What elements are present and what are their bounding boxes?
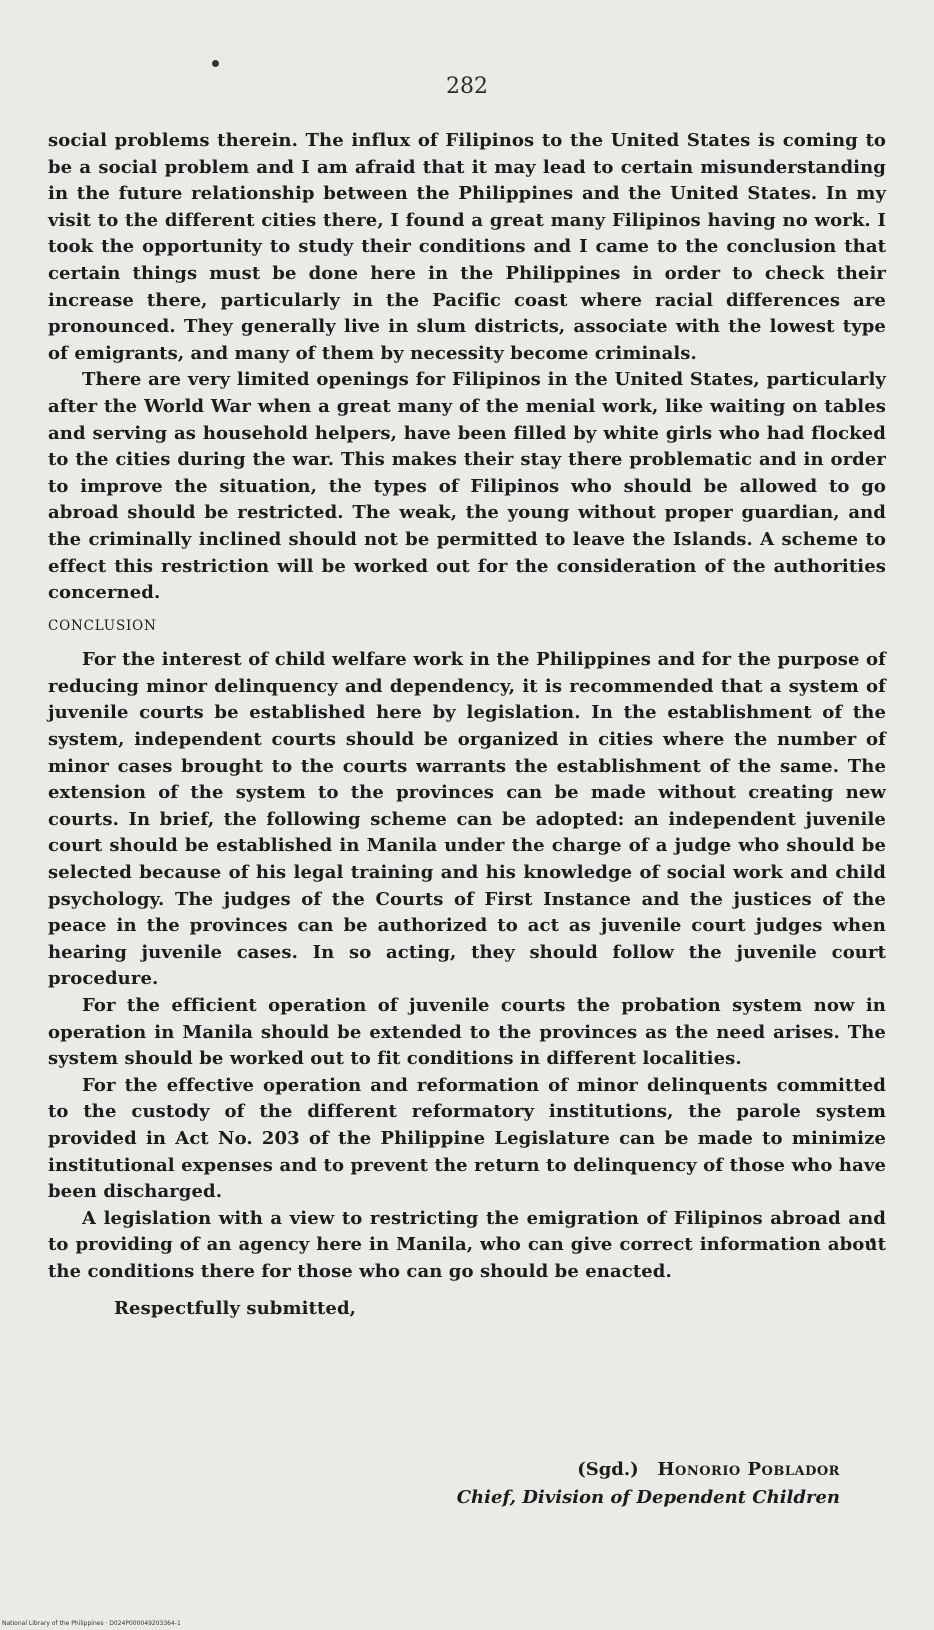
paragraph: For the interest of child welfare work in the Philippines and for the purpose of reducing minor delinquency and dependency, it is recommended that a system of juvenile courts be established here by legislation. In the establishment of the system, independent courts should be organized in cities where the number of minor cases brought to the courts warrants the establishment of the same. The extension of the system to the provinces can be made without creating new courts. In brief, the following scheme can be adopted: an independent juvenile court should be established in Manila under the charge of a judge who should be selected because of his legal training and his knowledge of social work and child psychology. The judges of the Courts of First Instance and the justices of the peace in the provinces can be authorized to act as juvenile court judges when hearing juvenile cases. In so acting, they should follow the juvenile court procedure. bbox=[48, 649, 886, 990]
signature-line bbox=[457, 1456, 840, 1484]
section-heading: CONCLUSION bbox=[48, 617, 157, 634]
page-number: 282 bbox=[446, 74, 488, 99]
paragraph: A legislation with a view to restricting the emigration of Filipinos abroad and to providing of an agency here in Manila, who can give correct information about the conditions there for those who can go should be enacted. bbox=[48, 1207, 886, 1282]
signature-block bbox=[457, 1456, 840, 1512]
signature-title: Chief, Division of Dependent Children bbox=[456, 1487, 840, 1508]
paragraph: For the effective operation and reformation of minor delinquents committed to the custody of the different reformatory institutions, the parole system provided in Act No. 203 of the Philippine Legislature can be made to minimize institutional expenses and to prevent the return to delinquency of those who have been discharged. bbox=[48, 1074, 886, 1203]
closing-line: Respectfully submitted, bbox=[114, 1297, 357, 1319]
signature-name: Honorio Poblador bbox=[657, 1459, 840, 1480]
signature-sgd: (Sgd.) bbox=[577, 1459, 639, 1480]
paragraph: For the efficient operation of juvenile courts the probation system now in operation in Manila should be extended to the provinces as the need arises. The system should be worked out to fit conditions in different localities. bbox=[48, 995, 886, 1070]
footer-stamp: National Library of the Philippines · D024P000049203364-1 bbox=[2, 1620, 181, 1627]
paragraph: There are very limited openings for Filipinos in the United States, particularly after the World War when a great many of the menial work, like waiting on tables and serving as household helpers, have been filled by white girls who had flocked to the cities during the war. This makes their stay there problematic and in order to improve the situation, the types of Filipinos who should be allowed to go abroad should be restricted. The weak, the young without proper guardian, and the criminally inclined should not be permitted to leave the Islands. A scheme to effect this restriction will be worked out for the consideration of the authorities concerned. bbox=[48, 369, 886, 604]
body-text bbox=[48, 128, 886, 1322]
paragraph: social problems therein. The influx of Filipinos to the United States is coming to be a social problem and I am afraid that it may lead to certain misunderstanding in the future relationship between the Philippines and the United States. In my visit to the different cities there, I found a great many Filipinos having no work. I took the opportunity to study their conditions and I came to the conclusion that certain things must be done here in the Philippines in order to check their increase there, particularly in the Pacific coast where racial differences are pronounced. They generally live in slum districts, associate with the lowest type of emigrants, and many of them by necessity become criminals. bbox=[48, 130, 886, 364]
ink-speck bbox=[212, 60, 219, 67]
